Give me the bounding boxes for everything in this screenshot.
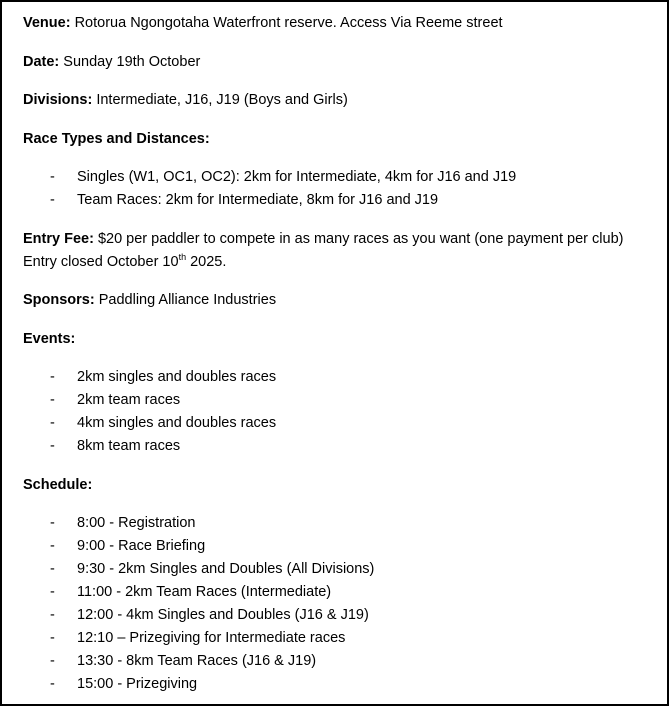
date-label: Date: — [23, 53, 60, 70]
list-item: - 8:00 - Registration — [23, 512, 645, 535]
venue-value: Rotorua Ngongotaha Waterfront reserve. Access Via Reeme street — [74, 15, 503, 31]
divisions-label: Divisions: — [23, 92, 93, 108]
schedule-list — [23, 512, 645, 696]
venue-label: Venue: — [23, 15, 71, 31]
list-item: - 12:10 – Prizegiving for Intermediate races — [23, 627, 645, 650]
schedule-heading: Schedule: — [23, 476, 93, 493]
list-item: - 8km team races — [23, 435, 645, 458]
bullet-dash: - — [50, 392, 55, 408]
divisions-line — [23, 89, 645, 112]
race-types-heading: Race Types and Distances: — [23, 130, 210, 147]
entry-fee-value: $20 per paddler to compete in as many races as you want (one payment per club) — [97, 230, 624, 247]
date-line — [23, 51, 645, 74]
bullet-dash: - — [50, 169, 55, 185]
list-item: - Singles (W1, OC1, OC2): 2km for Intermediate, 4km for J16 and J19 — [23, 166, 645, 189]
bullet-dash: - — [50, 369, 55, 385]
list-item: - 2km team races — [23, 389, 645, 412]
list-item: - 9:30 - 2km Singles and Doubles (All Divisions) — [23, 558, 645, 581]
list-item: - 9:00 - Race Briefing — [23, 535, 645, 558]
bullet-dash: - — [50, 676, 55, 692]
entry-closed-line: Entry closed October 10th 2025. — [23, 251, 227, 270]
entry-fee-line — [23, 228, 645, 251]
bullet-dash: - — [50, 561, 55, 577]
venue-line — [23, 12, 645, 35]
list-item: - Team Races: 2km for Intermediate, 8km for J16 and J19 — [23, 189, 645, 212]
bullet-dash: - — [50, 192, 55, 208]
list-item: - 12:00 - 4km Singles and Doubles (J16 & J19) — [23, 604, 645, 627]
list-item: - 4km singles and doubles races — [23, 412, 645, 435]
events-list — [23, 366, 645, 458]
bullet-dash: - — [50, 607, 55, 623]
list-item: - 15:00 - Prizegiving — [23, 673, 645, 696]
bullet-dash: - — [50, 515, 55, 531]
bullet-dash: - — [50, 584, 55, 600]
bullet-dash: - — [50, 415, 55, 431]
bullet-dash: - — [50, 538, 55, 554]
bullet-dash: - — [50, 438, 55, 454]
date-value: Sunday 19th October — [63, 53, 201, 70]
divisions-value: Intermediate, J16, J19 (Boys and Girls) — [96, 92, 348, 108]
race-types-list — [23, 166, 645, 212]
sponsors-value: Paddling Alliance Industries — [98, 292, 277, 308]
list-item: - 13:30 - 8km Team Races (J16 & J19) — [23, 650, 645, 673]
bullet-dash: - — [50, 653, 55, 669]
entry-fee-label: Entry Fee: — [23, 230, 94, 247]
list-item: - 11:00 - 2km Team Races (Intermediate) — [23, 581, 645, 604]
sponsors-label: Sponsors: — [23, 292, 95, 308]
bullet-dash: - — [50, 630, 55, 646]
list-item: - 2km singles and doubles races — [23, 366, 645, 389]
events-heading: Events: — [23, 330, 76, 347]
sponsors-line — [23, 289, 645, 312]
